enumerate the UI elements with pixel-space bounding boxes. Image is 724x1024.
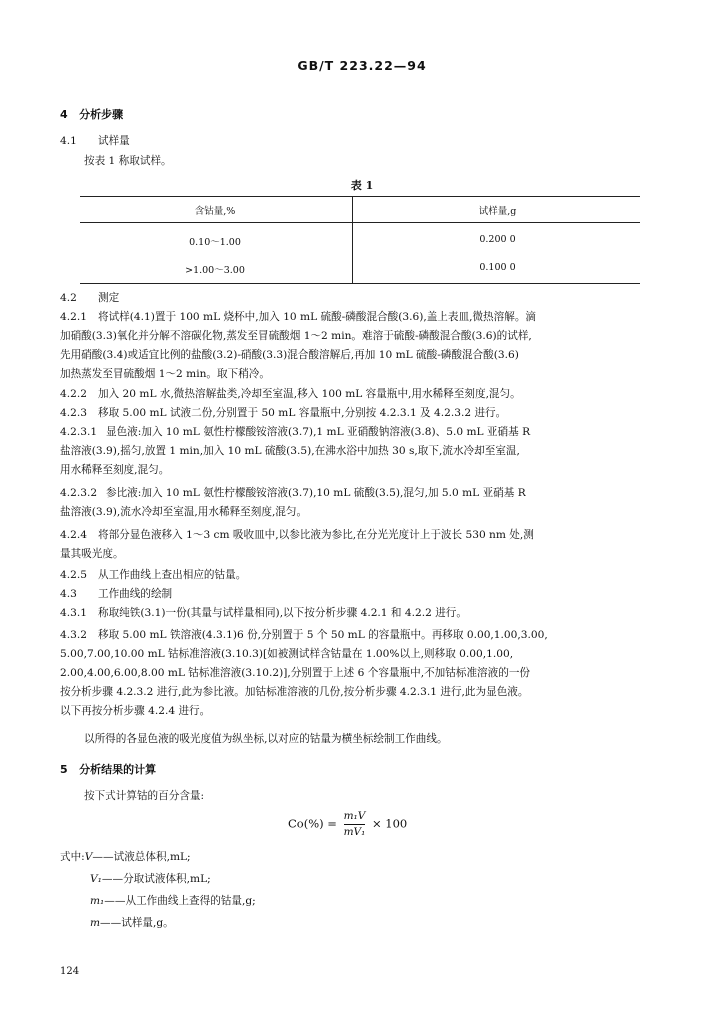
table-header-rule	[80, 222, 640, 223]
definition-row	[60, 912, 256, 934]
clause-number: 4.2.3.2	[60, 487, 98, 499]
subsection-4-1-heading	[60, 132, 660, 151]
table-cell: 0.100 0	[479, 262, 516, 273]
clause-number: 4.2.3.1	[60, 426, 98, 438]
clause-number: 4.2.4	[60, 529, 87, 541]
clause-4-2-4	[60, 526, 660, 564]
definition-desc: ——试样量,g。	[100, 917, 174, 929]
clause-line	[60, 484, 660, 503]
clause-title: 测定	[98, 292, 120, 304]
formula-denominator: mV₁	[343, 826, 366, 838]
definition-row	[60, 868, 256, 890]
clause-line: 按分析步骤 4.2.3.2 进行,此为参比液。加钴标准溶液的几份,按分析步骤 4.2.3.1 进行,此为显色液。	[60, 686, 529, 698]
subsection-4-3-heading	[60, 585, 660, 604]
definition-label: 式中:	[60, 851, 85, 863]
clause-line: 盐溶液(3.9),摇匀,放置 1 min,加入 10 mL 硫酸(3.5),在沸水浴中加热 30 s,取下,流水冷却至室温,	[60, 445, 520, 457]
table-cell: 0.200 0	[479, 234, 516, 245]
clause-title: 试样量	[98, 135, 130, 147]
clause-4-2-3-2	[60, 484, 660, 522]
formula-fraction	[344, 810, 366, 839]
clause-4-3-summary: 以所得的各显色液的吸光度值为纵坐标,以对应的钴量为横坐标绘制工作曲线。	[84, 733, 448, 745]
clause-number: 4.1	[60, 135, 77, 147]
clause-line	[60, 526, 660, 545]
clause-title: 工作曲线的绘制	[98, 588, 173, 600]
clause-line: 盐溶液(3.9),流水冷却至室温,用水稀释至刻度,混匀。	[60, 506, 308, 518]
header-sample-mass: 试样量,g	[478, 206, 517, 217]
definition-row	[60, 890, 256, 912]
clause-line: 5.00,7.00,10.00 mL 钴标准溶液(3.10.3)[如被测试样含钴量在 1.00%以上,则移取 0.00,1.00,	[60, 648, 514, 660]
definition-desc: ——从工作曲线上查得的钴量,g;	[104, 895, 256, 907]
clause-line	[60, 308, 660, 327]
cobalt-percentage-formula	[288, 810, 407, 839]
clause-text: 移取 5.00 mL 试液二份,分别置于 50 mL 容量瓶中,分别按 4.2.3.1 及 4.2.3.2 进行。	[98, 407, 507, 419]
table-cell: >1.00～3.00	[185, 265, 245, 276]
clause-4-2-2	[60, 385, 660, 404]
clause-line: 量其吸光度。	[60, 548, 124, 560]
formula-numerator: m₁V	[343, 810, 366, 822]
clause-4-3-2	[60, 626, 660, 721]
clause-4-1-text: 按表 1 称取试样。	[84, 155, 172, 167]
clause-number: 4.3.1	[60, 607, 87, 619]
formula-lhs: Co(%) =	[288, 816, 337, 831]
table-header-row	[80, 203, 640, 227]
clause-4-2-3-1	[60, 423, 660, 480]
clause-line: 加热蒸发至冒硫酸烟 1～2 min。取下稍冷。	[60, 368, 270, 380]
clause-text: 将试样(4.1)置于 100 mL 烧杯中,加入 10 mL 硫酸-磷酸混合酸(3.6),盖上表皿,微热溶解。滴	[98, 311, 537, 323]
formula-rhs: × 100	[371, 816, 408, 831]
clause-text: 加入 20 mL 水,微热溶解盐类,冷却至室温,移入 100 mL 容量瓶中,用水稀释至刻度,混匀。	[98, 388, 521, 400]
clause-number: 4.2.5	[60, 569, 87, 581]
clause-line: 先用硝酸(3.4)或适宜比例的盐酸(3.2)-硝酸(3.3)混合酸溶解后,再加 10 mL 硫酸-磷酸混合酸(3.6)	[60, 349, 519, 361]
section-5-heading	[60, 761, 156, 777]
table-row	[80, 234, 640, 258]
table-bottom-rule	[80, 283, 640, 284]
section-number: 4	[60, 108, 68, 121]
definition-symbol: V	[84, 851, 93, 863]
standard-code-header: GB/T 223.22—94	[297, 58, 427, 73]
clause-line	[60, 423, 660, 442]
calculation-intro: 按下式计算钴的百分含量:	[84, 790, 205, 802]
header-cobalt-content: 含钴量,%	[194, 206, 236, 217]
clause-text: 称取纯铁(3.1)一份(其量与试样量相同),以下按分析步骤 4.2.1 和 4.2.2 进行。	[98, 607, 467, 619]
clause-text: 参比液:加入 10 mL 氨性柠檬酸铵溶液(3.7),10 mL 硫酸(3.5),混匀,加 5.0 mL 亚硝基 R	[106, 487, 526, 499]
clause-line: 用水稀释至刻度,混匀。	[60, 464, 170, 476]
section-title: 分析结果的计算	[79, 763, 157, 776]
clause-number: 4.2.1	[60, 311, 87, 323]
definition-symbol: m	[90, 917, 101, 929]
table-top-rule	[80, 196, 640, 197]
definition-symbol: m₁	[90, 895, 105, 907]
definition-symbol: V₁	[90, 873, 102, 885]
clause-4-2-3	[60, 404, 660, 423]
clause-4-2-1	[60, 308, 660, 384]
fraction-bar	[344, 824, 366, 825]
clause-text: 显色液:加入 10 mL 氨性柠檬酸铵溶液(3.7),1 mL 亚硝酸钠溶液(3.8)、5.0 mL 亚硝基 R	[106, 426, 531, 438]
definition-desc: ——试液总体积,mL;	[92, 851, 191, 863]
variable-definitions	[60, 846, 256, 934]
clause-number: 4.2.3	[60, 407, 87, 419]
clause-text: 将部分显色液移入 1～3 cm 吸收皿中,以参比液为参比,在分光光度计上于波长 530 nm 处,测	[98, 529, 534, 541]
clause-4-2-5	[60, 566, 660, 585]
clause-line: 以下再按分析步骤 4.2.4 进行。	[60, 705, 211, 717]
section-title: 分析步骤	[79, 108, 124, 121]
table-column-divider	[352, 196, 353, 283]
clause-number: 4.2	[60, 292, 77, 304]
clause-4-3-1	[60, 604, 660, 623]
definition-row	[60, 846, 256, 868]
table-cell: 0.10～1.00	[189, 237, 241, 248]
clause-text: 从工作曲线上查出相应的钴量。	[98, 569, 247, 581]
clause-number: 4.2.2	[60, 388, 87, 400]
section-number: 5	[60, 763, 68, 776]
clause-line	[60, 626, 660, 645]
page-number: 124	[60, 966, 80, 977]
subsection-4-2-heading	[60, 289, 660, 308]
clause-line: 加硝酸(3.3)氧化并分解不溶碳化物,蒸发至冒硫酸烟 1～2 min。难溶于硫酸-磷酸混合酸(3.6)的试样,	[60, 330, 532, 342]
table-caption: 表 1	[350, 179, 374, 192]
clause-line: 2.00,4.00,6.00,8.00 mL 钴标准溶液(3.10.2)],分别置于上述 6 个容量瓶中,不加钴标准溶液的一份	[60, 667, 531, 679]
section-4-heading	[60, 106, 123, 122]
clause-text: 移取 5.00 mL 铁溶液(4.3.1)6 份,分别置于 5 个 50 mL 的容量瓶中。再移取 0.00,1.00,3.00,	[98, 629, 548, 641]
clause-number: 4.3	[60, 588, 77, 600]
clause-number: 4.3.2	[60, 629, 87, 641]
definition-desc: ——分取试液体积,mL;	[101, 873, 211, 885]
